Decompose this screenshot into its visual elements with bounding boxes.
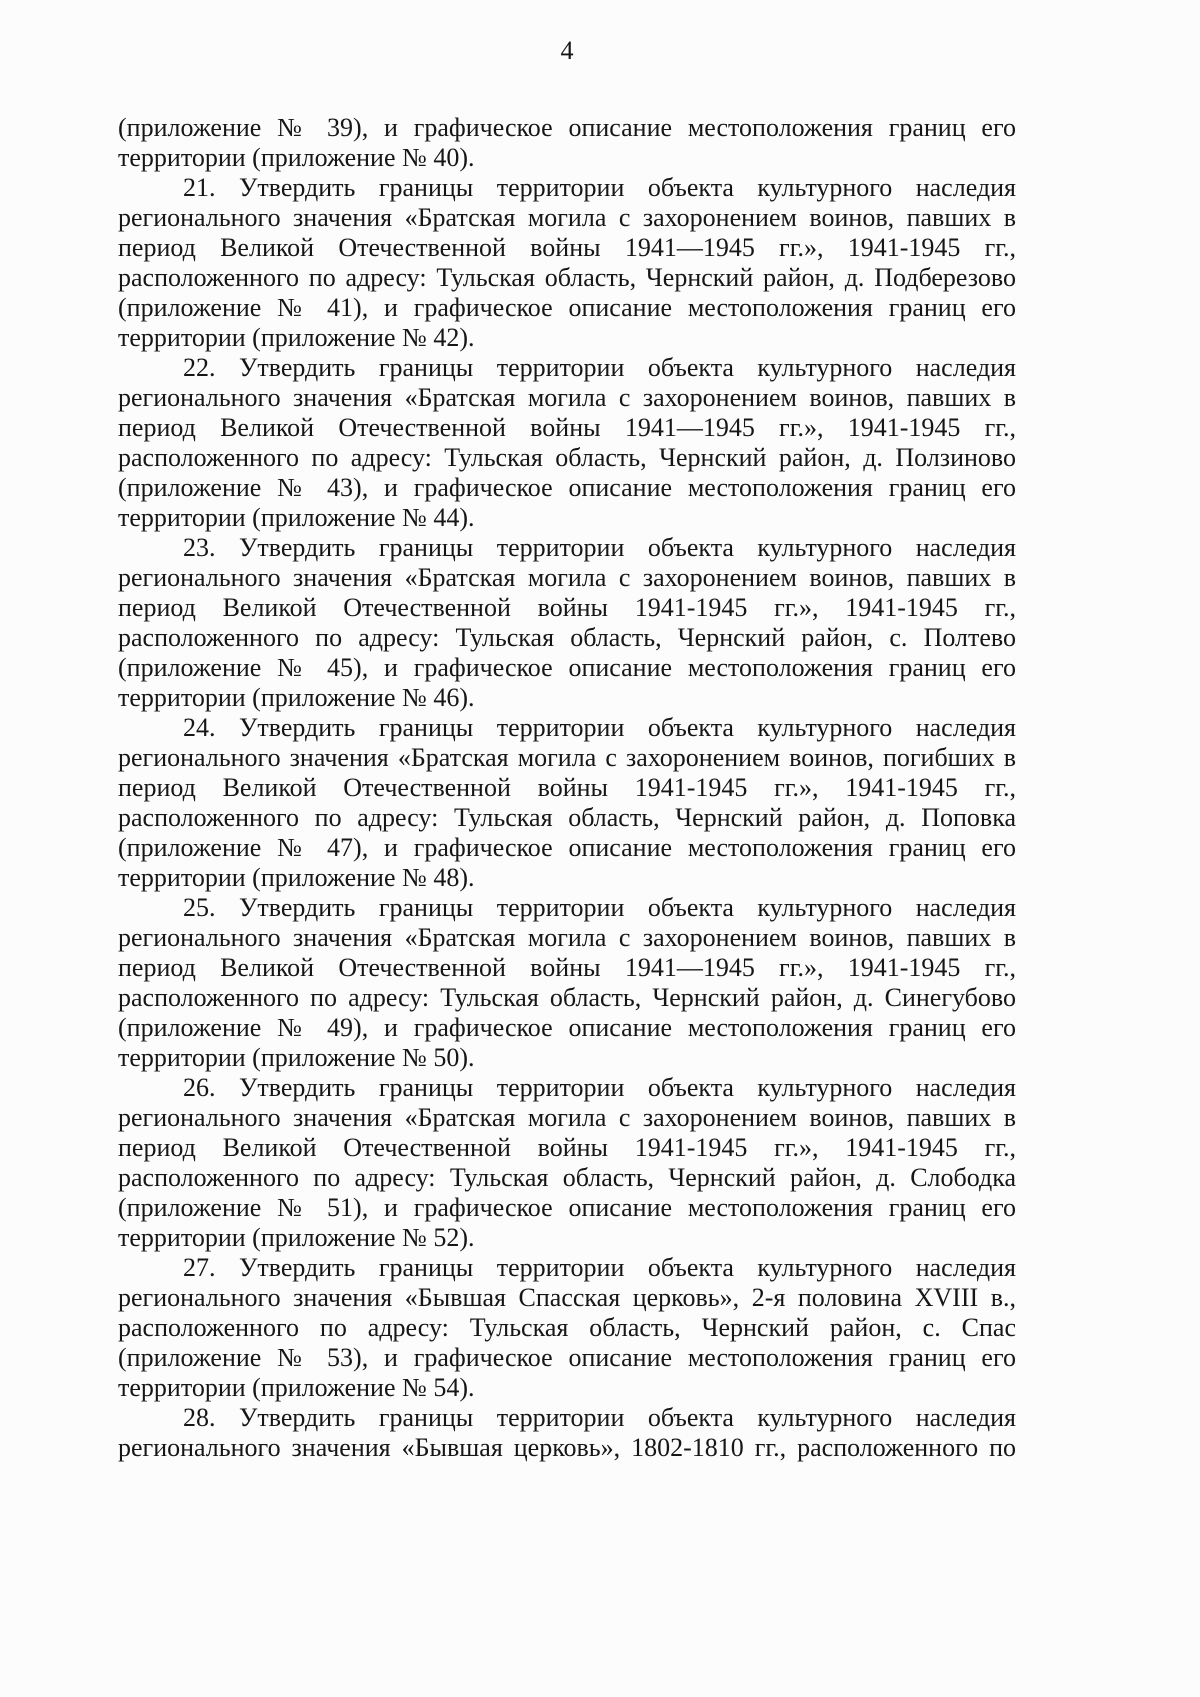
text-line: регионального значения «Братская могила с захоронением воинов, павших в xyxy=(118,383,1016,412)
paragraph xyxy=(118,1073,1016,1253)
text-line: 25. Утвердить границы территории объекта культурного наследия xyxy=(183,893,1016,922)
text-line: (приложение № 51), и графическое описание местоположения границ его xyxy=(118,1193,1016,1222)
text-line: регионального значения «Братская могила с захоронением воинов, павших в xyxy=(118,1103,1016,1132)
document-body xyxy=(118,113,1016,1463)
text-line: территории (приложение № 46). xyxy=(118,683,475,712)
text-line: расположенного по адресу: Тульская область, Чернский район, д. Поповка xyxy=(118,803,1016,832)
page-number: 4 xyxy=(560,36,574,65)
text-line: регионального значения «Братская могила с захоронением воинов, павших в xyxy=(118,923,1016,952)
text-line: 28. Утвердить границы территории объекта культурного наследия xyxy=(183,1403,1016,1432)
paragraph xyxy=(118,173,1016,353)
paragraph xyxy=(118,533,1016,713)
text-line: (приложение № 49), и графическое описание местоположения границ его xyxy=(118,1013,1016,1042)
text-line: расположенного по адресу: Тульская область, Чернский район, д. Подберезово xyxy=(118,263,1016,292)
paragraph xyxy=(118,893,1016,1073)
paragraph xyxy=(118,1403,1016,1463)
text-line: территории (приложение № 48). xyxy=(118,863,475,892)
text-line: территории (приложение № 52). xyxy=(118,1223,475,1252)
text-line: (приложение № 41), и графическое описание местоположения границ его xyxy=(118,293,1016,322)
text-line: территории (приложение № 50). xyxy=(118,1043,475,1072)
text-line: период Великой Отечественной войны 1941-1945 гг.», 1941-1945 гг., xyxy=(118,773,1016,802)
text-line: регионального значения «Братская могила с захоронением воинов, павших в xyxy=(118,203,1016,232)
text-line: период Великой Отечественной войны 1941-1945 гг.», 1941-1945 гг., xyxy=(118,1133,1016,1162)
text-line: 22. Утвердить границы территории объекта культурного наследия xyxy=(183,353,1016,382)
text-line: территории (приложение № 54). xyxy=(118,1373,475,1402)
text-line: расположенного по адресу: Тульская область, Чернский район, д. Ползиново xyxy=(118,443,1016,472)
text-line: (приложение № 53), и графическое описание местоположения границ его xyxy=(118,1343,1016,1372)
text-line: территории (приложение № 40). xyxy=(118,143,475,172)
text-line: регионального значения «Братская могила с захоронением воинов, погибших в xyxy=(118,743,1016,772)
text-line: регионального значения «Братская могила с захоронением воинов, павших в xyxy=(118,563,1016,592)
text-line: 27. Утвердить границы территории объекта культурного наследия xyxy=(183,1253,1016,1282)
paragraph xyxy=(118,713,1016,893)
paragraph xyxy=(118,353,1016,533)
text-line: территории (приложение № 44). xyxy=(118,503,475,532)
text-line: расположенного по адресу: Тульская область, Чернский район, д. Слободка xyxy=(118,1163,1016,1192)
text-line: (приложение № 47), и графическое описание местоположения границ его xyxy=(118,833,1016,862)
text-line: регионального значения «Бывшая Спасская церковь», 2-я половина XVIII в., xyxy=(118,1283,1016,1312)
text-line: (приложение № 45), и графическое описание местоположения границ его xyxy=(118,653,1016,682)
text-line: расположенного по адресу: Тульская область, Чернский район, д. Синегубово xyxy=(118,983,1016,1012)
text-line: период Великой Отечественной войны 1941—1945 гг.», 1941-1945 гг., xyxy=(118,233,1016,262)
text-line: расположенного по адресу: Тульская область, Чернский район, с. Полтево xyxy=(118,623,1016,652)
text-line: период Великой Отечественной войны 1941-1945 гг.», 1941-1945 гг., xyxy=(118,593,1016,622)
text-line: 23. Утвердить границы территории объекта культурного наследия xyxy=(183,533,1016,562)
paragraph xyxy=(118,1253,1016,1403)
text-line: (приложение № 39), и графическое описание местоположения границ его xyxy=(118,113,1016,142)
paragraph xyxy=(118,113,1016,173)
text-line: период Великой Отечественной войны 1941—1945 гг.», 1941-1945 гг., xyxy=(118,953,1016,982)
text-line: расположенного по адресу: Тульская область, Чернский район, с. Спас xyxy=(118,1313,1016,1342)
text-line: 24. Утвердить границы территории объекта культурного наследия xyxy=(183,713,1016,742)
text-line: регионального значения «Бывшая церковь», 1802-1810 гг., расположенного по xyxy=(118,1433,1016,1462)
text-line: период Великой Отечественной войны 1941—1945 гг.», 1941-1945 гг., xyxy=(118,413,1016,442)
text-line: 21. Утвердить границы территории объекта культурного наследия xyxy=(183,173,1016,202)
text-line: (приложение № 43), и графическое описание местоположения границ его xyxy=(118,473,1016,502)
text-line: территории (приложение № 42). xyxy=(118,323,475,352)
text-line: 26. Утвердить границы территории объекта культурного наследия xyxy=(183,1073,1016,1102)
